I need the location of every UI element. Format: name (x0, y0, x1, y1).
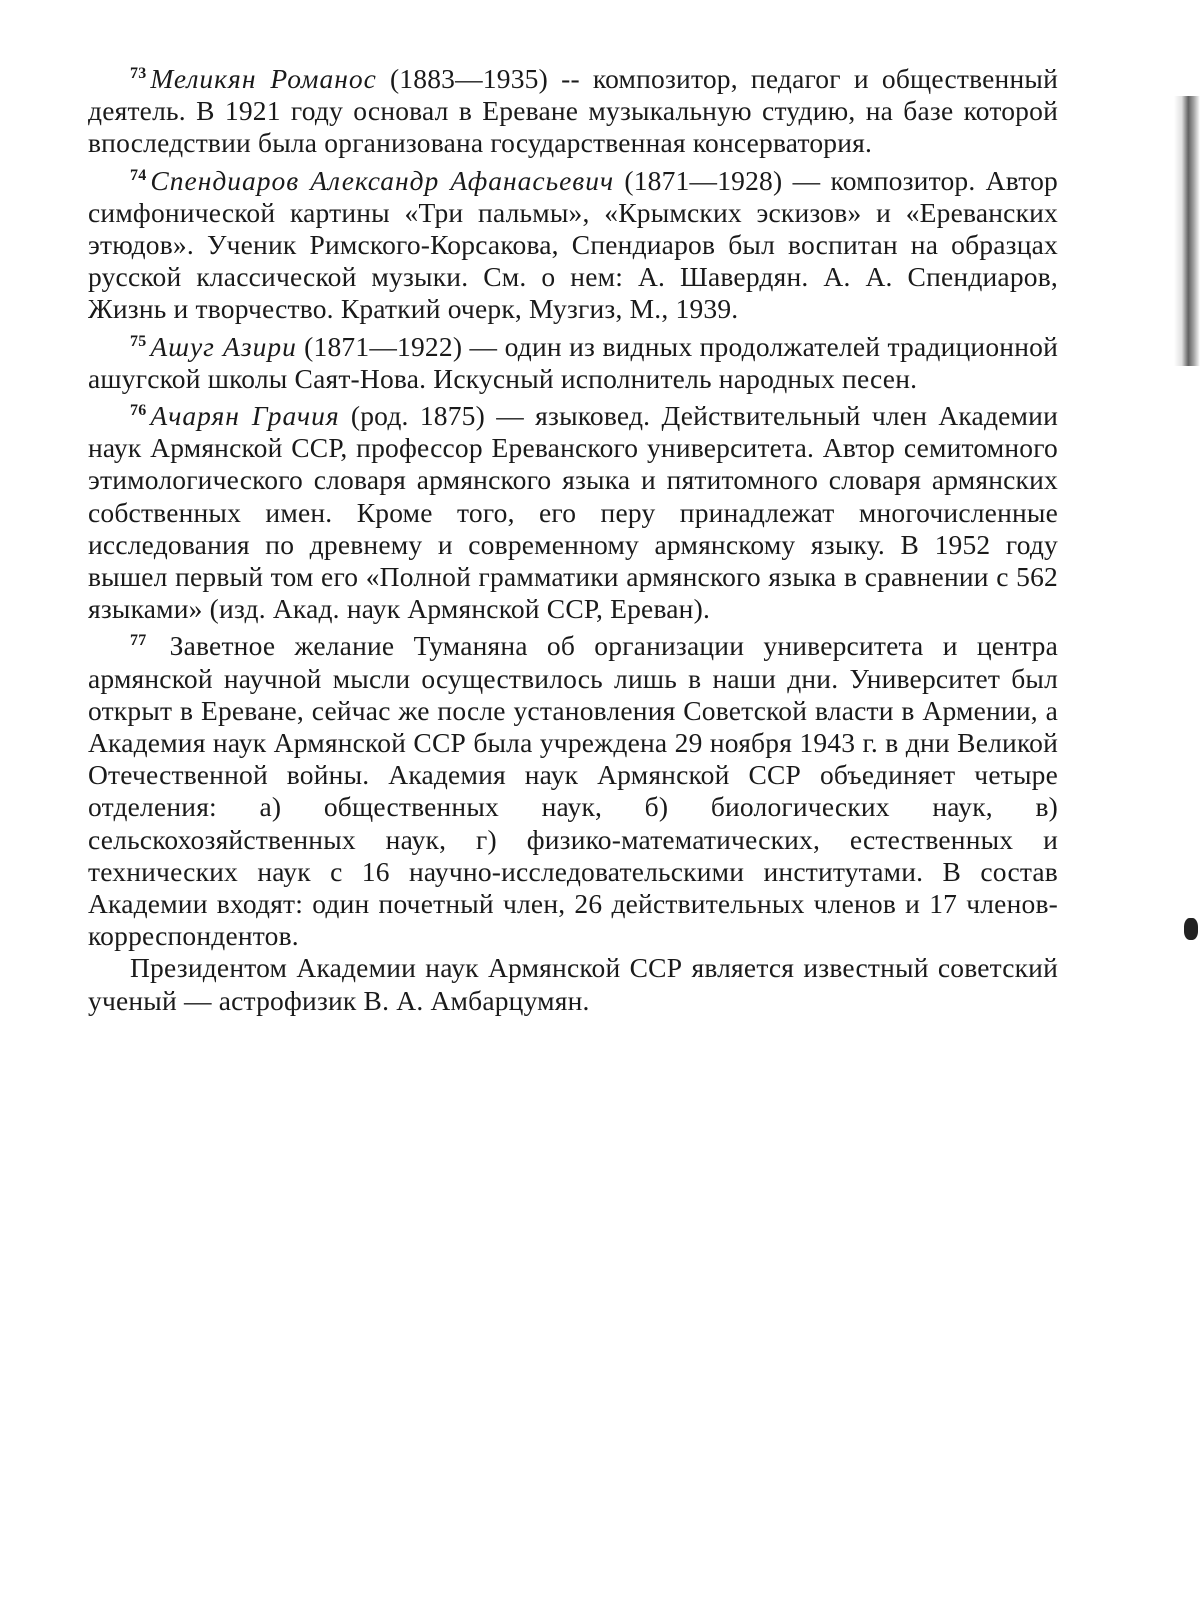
scan-edge-shadow (1174, 96, 1200, 366)
footnote-name: Ашуг Азири (150, 330, 297, 362)
footnote-77 (88, 625, 1058, 952)
footnote-text: (1871—1922) — один из видных продолжателей традиционной ашугской школы Саят-Нова. Искусный исполнитель народных песен. (88, 330, 1058, 394)
footnotes-page (88, 58, 1058, 1017)
footnote-text: Заветное желание Туманяна об организации университета и центра армянской научной мысли осуществилось лишь в наши дни. Университет был открыт в Ереване, сейчас же после установления Советской власти в Армении, а Академия наук Армянской ССР была учреждена 29 ноября 1943 г. в дни Великой Отечественной войны. Академия наук Армянской ССР объединяет четыре отделения: а) общественных наук, б) биологических наук, в) сельскохозяйственных наук, г) физико-математических, естественных и технических наук с 16 научно-исследовательскими институтами. В состав Академии входят: один почетный член, 26 действительных членов и 17 членов-корреспондентов. (88, 630, 1058, 952)
footnote-name: Ачарян Грачия (150, 400, 340, 432)
footnote-number: 74 (130, 166, 147, 184)
scan-edge-mark (1184, 918, 1198, 940)
footnote-text: (1871—1928) — композитор. Автор симфонической картины «Три пальмы», «Крымских эскизов» и «Ереванских этюдов». Ученик Римского-Корсакова, Спендиаров был воспитан на образцах русской классической музыки. См. о нем: А. Шавердян. А. А. Спендиаров, Жизнь и творчество. Краткий очерк, Музгиз, М., 1939. (88, 164, 1058, 325)
footnote-number: 73 (130, 65, 147, 82)
footnote-text: (род. 1875) — языковед. Действительный член Академии наук Армянской ССР, профессор Ереванского университета. Автор семитомного этимологического словаря армянского языка и пятитомного словаря армянских собственных имен. Кроме того, его перу принадлежат многочисленные исследования по древнему и современному армянскому языку. В 1952 году вышел первый том его «Полной грамматики армянского языка в сравнении с 562 языками» (изд. Акад. наук Армянской ССР, Ереван). (88, 400, 1058, 625)
footnote-number: 75 (130, 332, 147, 350)
footnote-76 (88, 395, 1058, 625)
footnote-number: 77 (130, 632, 147, 650)
footnote-name: Меликян Романос (150, 63, 377, 94)
footnote-73 (88, 58, 1058, 160)
footnote-name: Спендиаров Александр Афанасьевич (150, 164, 615, 196)
footnote-75 (88, 326, 1058, 395)
footnote-number: 76 (130, 402, 147, 420)
closing-paragraph: Президентом Академии наук Армянской ССР является известный советский ученый — астрофизик В. А. Амбарцумян. (88, 952, 1058, 1016)
footnote-74 (88, 160, 1058, 326)
footnote-text: (1883—1935) -- композитор, педагог и общественный деятель. В 1921 году основал в Ереване музыкальную студию, на базе которой впоследствии была организована государственная консерватория. (88, 63, 1058, 159)
